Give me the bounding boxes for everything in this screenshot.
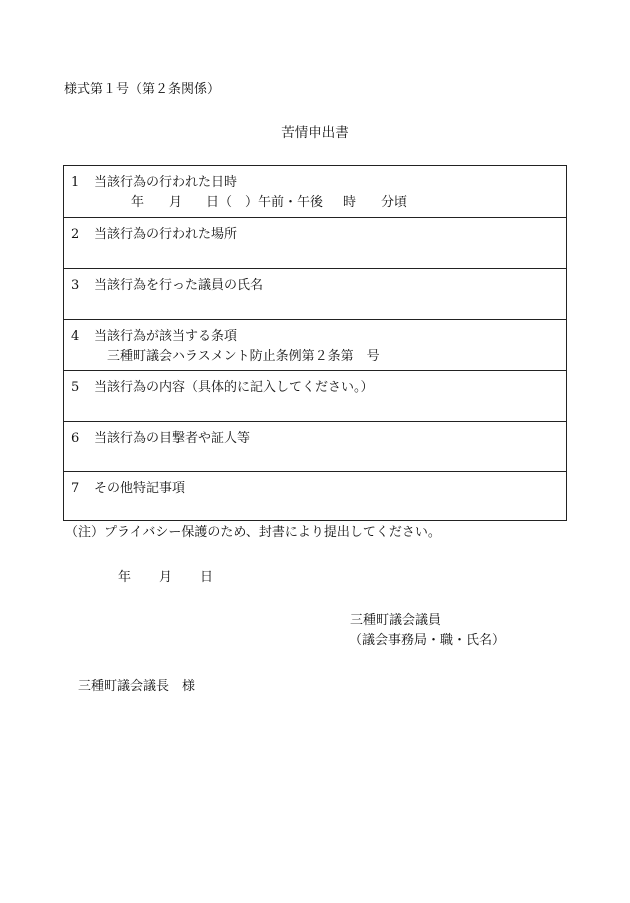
complaint-table bbox=[63, 165, 567, 521]
date-day-label: 日 bbox=[200, 570, 214, 585]
table-row-member-name bbox=[64, 268, 566, 319]
row-label: 当該行為が該当する条項 bbox=[94, 329, 238, 344]
addressee: 三種町議会議長 様 bbox=[78, 679, 196, 694]
privacy-note: （注）プライバシー保護のため、封書により提出してください。 bbox=[65, 525, 441, 540]
datetime-month-label: 月 bbox=[169, 195, 183, 210]
table-row-article bbox=[64, 319, 566, 370]
row-number: 2 bbox=[71, 227, 80, 242]
date-month-label: 月 bbox=[159, 570, 173, 585]
row-number: 5 bbox=[71, 380, 80, 395]
datetime-year-label: 年 bbox=[131, 195, 145, 210]
row-number: 4 bbox=[71, 329, 80, 344]
row-number: 1 bbox=[71, 175, 80, 190]
table-row-content bbox=[64, 370, 566, 421]
form-number: 様式第１号（第２条関係） bbox=[64, 82, 221, 97]
row-label: 当該行為を行った議員の氏名 bbox=[94, 278, 264, 293]
row-label: 当該行為の行われた日時 bbox=[94, 175, 238, 190]
row-number: 7 bbox=[71, 481, 80, 496]
signer-title: 三種町議会議員 bbox=[350, 613, 442, 628]
row-label: 当該行為の内容（具体的に記入してください。） bbox=[94, 380, 374, 395]
datetime-day-ampm-label: 日（ ）午前・午後 bbox=[206, 195, 324, 210]
row-label: 当該行為の行われた場所 bbox=[94, 227, 238, 242]
article-reference: 三種町議会ハラスメント防止条例第２条第 号 bbox=[107, 349, 380, 364]
datetime-hour-label: 時 bbox=[343, 195, 357, 210]
row-label: その他特記事項 bbox=[94, 481, 186, 496]
table-row-datetime bbox=[64, 166, 566, 217]
signer-subtitle: （議会事務局・職・氏名） bbox=[349, 633, 506, 648]
table-row-other bbox=[64, 471, 566, 520]
table-row-place bbox=[64, 217, 566, 268]
table-row-witnesses bbox=[64, 421, 566, 472]
document-title: 苦情申出書 bbox=[281, 125, 349, 141]
date-year-label: 年 bbox=[118, 570, 132, 585]
datetime-minute-label: 分頃 bbox=[381, 195, 408, 210]
row-number: 6 bbox=[71, 431, 80, 446]
row-number: 3 bbox=[71, 278, 80, 293]
row-label: 当該行為の目撃者や証人等 bbox=[94, 431, 251, 446]
